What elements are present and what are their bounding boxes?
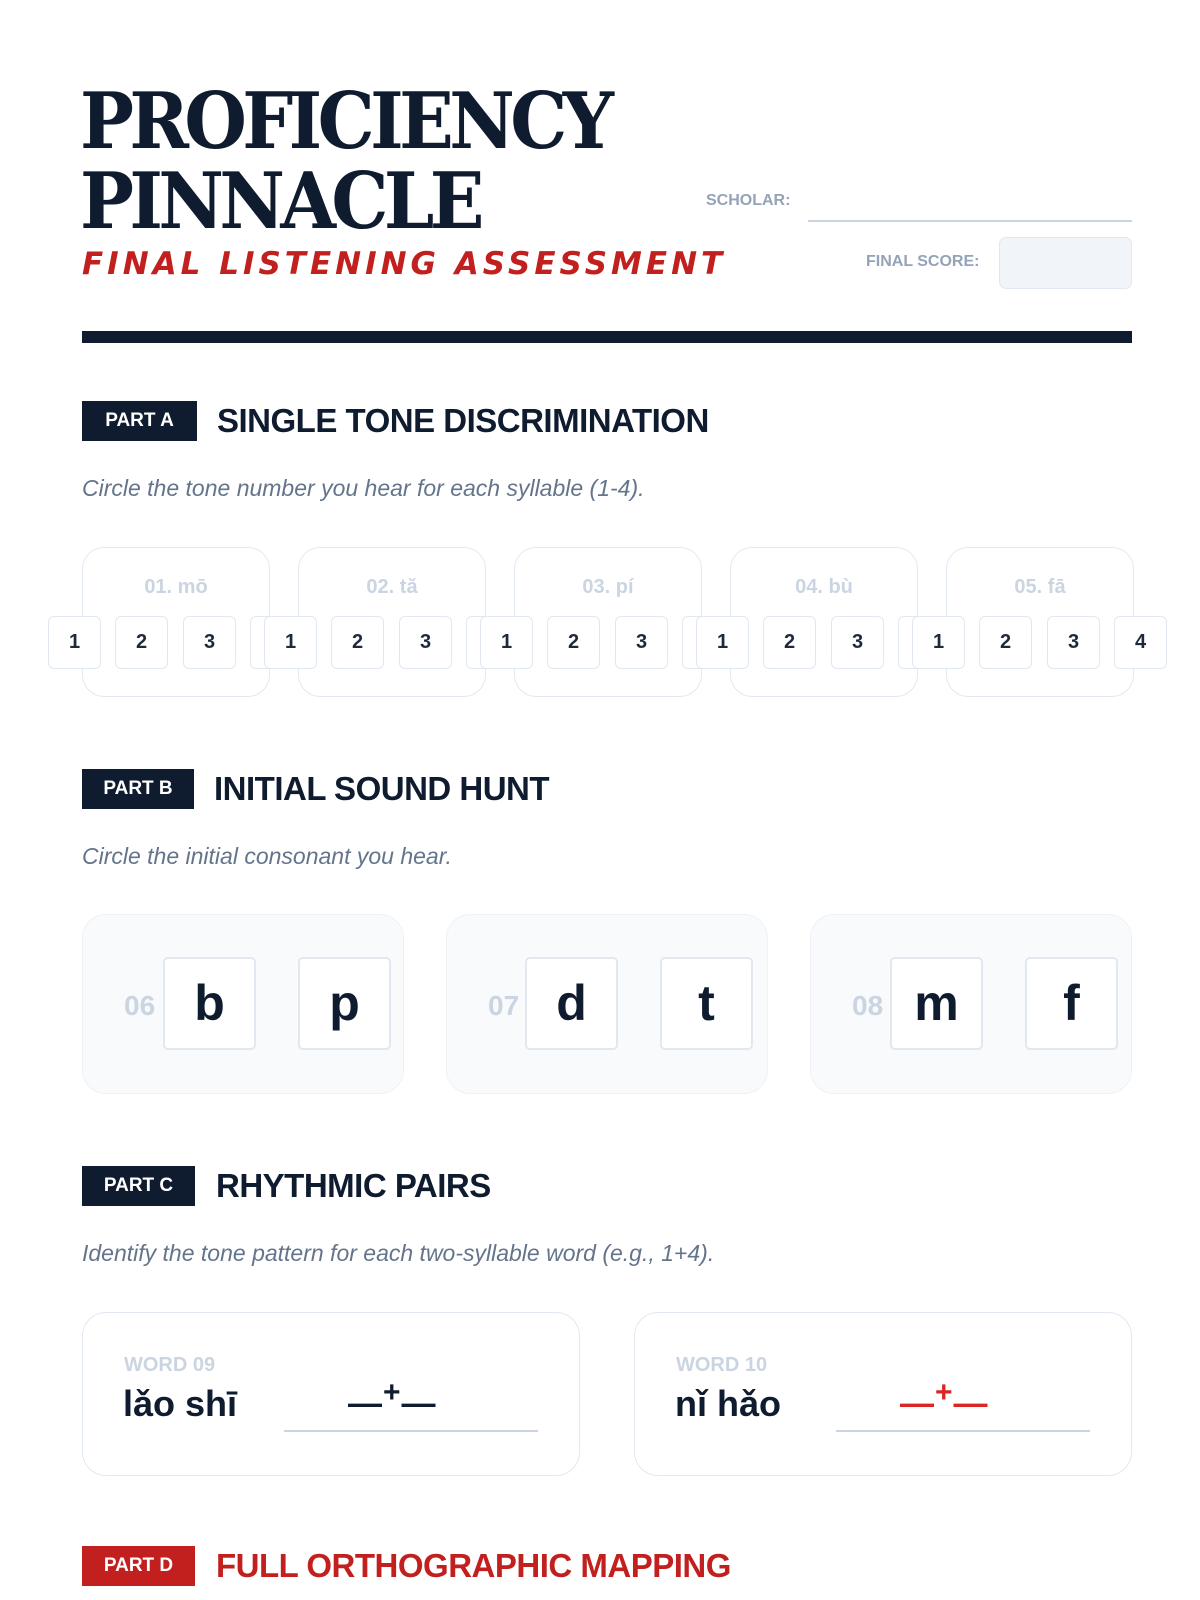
consonant-option-button[interactable]: m [890,957,983,1050]
part-b-title: INITIAL SOUND HUNT [214,770,550,807]
initial-item-number: 08 [852,990,884,1021]
tone-option-button[interactable]: 2 [331,616,384,669]
tone-option-button[interactable]: 2 [763,616,816,669]
tone-item-card [82,547,270,697]
part-a-instruction: Circle the tone number you hear for each syllable (1-4). [82,475,645,501]
consonant-option-button[interactable]: t [660,957,753,1050]
tone-pattern-answer-line[interactable] [284,1430,538,1432]
header-divider [82,331,1132,343]
tone-option-button[interactable]: 1 [264,616,317,669]
tone-option-button[interactable]: 4 [1114,616,1167,669]
tone-option-button[interactable]: 2 [547,616,600,669]
tone-item-card [298,547,486,697]
tone-option-button[interactable]: 1 [480,616,533,669]
part-b-instruction: Circle the initial consonant you hear. [82,843,452,869]
scholar-label: SCHOLAR: [706,192,791,209]
initial-item-number: 07 [488,990,520,1021]
tone-option-button[interactable]: 2 [115,616,168,669]
word-item-label: WORD 09 [124,1354,216,1376]
final-score-box[interactable] [999,237,1132,289]
word-pinyin: lǎo shī [123,1383,238,1424]
initial-item-number: 06 [124,990,156,1021]
word-item-label: WORD 10 [676,1354,768,1376]
tone-item-label: 02. tă [366,576,418,598]
tone-option-button[interactable]: 1 [912,616,965,669]
tone-pattern-plus: + [383,1376,402,1409]
tone-pattern [900,1376,989,1423]
tone-option-button[interactable]: 3 [831,616,884,669]
tone-option-button[interactable]: 1 [696,616,749,669]
part-a-badge: PART A [82,401,197,441]
tone-item-card [514,547,702,697]
tone-pattern-plus: + [935,1376,954,1409]
part-a-title: SINGLE TONE DISCRIMINATION [217,402,709,439]
tone-pattern-second: — [953,1384,989,1423]
tone-option-button[interactable]: 3 [399,616,452,669]
tone-item-card [946,547,1134,697]
part-d-badge: PART D [82,1546,195,1586]
tone-pattern-first: — [900,1384,935,1423]
tone-pattern-second: — [401,1384,437,1423]
tone-option-button[interactable]: 3 [183,616,236,669]
tone-option-button[interactable]: 3 [1047,616,1100,669]
scholar-input-line[interactable] [808,220,1132,222]
part-c-badge: PART C [82,1166,195,1206]
tone-option-button[interactable]: 2 [979,616,1032,669]
tone-option-button[interactable]: 3 [615,616,668,669]
tone-item-card [730,547,918,697]
part-c-instruction: Identify the tone pattern for each two-syllable word (e.g., 1+4). [82,1240,715,1266]
tone-option-button[interactable]: 1 [48,616,101,669]
tone-pattern [348,1376,437,1423]
consonant-option-button[interactable]: p [298,957,391,1050]
consonant-option-button[interactable]: d [525,957,618,1050]
consonant-option-button[interactable]: f [1025,957,1118,1050]
page-subtitle: FINAL LISTENING ASSESSMENT [82,246,727,282]
tone-item-label: 03. pí [582,576,634,598]
page-title [80,76,650,247]
tone-pattern-answer-line[interactable] [836,1430,1090,1432]
part-c-title: RHYTHMIC PAIRS [216,1167,491,1204]
word-pinyin: nǐ hǎo [675,1383,781,1424]
final-score-label: FINAL SCORE: [866,253,980,270]
tone-pattern-first: — [348,1384,383,1423]
part-b-badge: PART B [82,769,194,809]
tone-item-label: 04. bù [795,576,853,598]
tone-item-label: 01. mō [144,576,208,598]
tone-item-label: 05. fā [1014,576,1066,598]
part-d-title: FULL ORTHOGRAPHIC MAPPING [216,1547,731,1584]
title-line-1: PROFICIENCY [80,76,610,167]
consonant-option-button[interactable]: b [163,957,256,1050]
title-line-2: PINNACLE [80,156,480,247]
